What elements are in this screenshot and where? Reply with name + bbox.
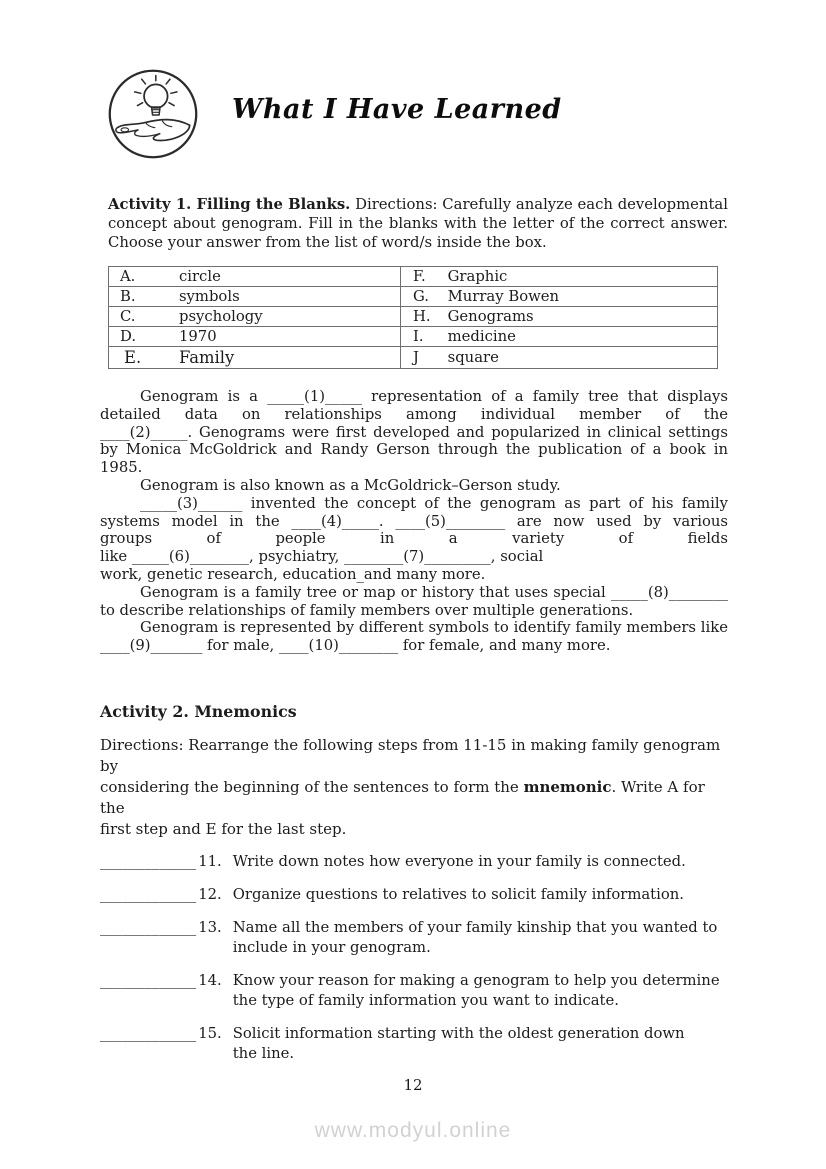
option-word: Graphic: [448, 267, 718, 287]
item-text-line: Solicit information starting with the oldest generation down: [232, 1024, 685, 1042]
list-item: [100, 1024, 826, 1064]
passage-line: groups of people in a variety of fields: [100, 530, 728, 548]
option-letter: G.: [400, 287, 447, 307]
item-number: 15.: [198, 1024, 222, 1042]
item-text: [233, 971, 733, 1011]
passage-line: systems model in the ____(4)_____. ____(5)________ are now used by various: [100, 512, 728, 530]
passage-line: work, genetic research, education_and many more.: [100, 565, 486, 583]
option-word: 1970: [179, 327, 401, 347]
page-title: What I Have Learned: [232, 93, 562, 125]
page-header: [0, 0, 826, 162]
list-item: [100, 918, 826, 958]
item-text: [233, 852, 733, 872]
passage-line: like _____(6)________, psychiatry, ________(7)_________, social: [100, 548, 544, 566]
word-box-row: [109, 267, 718, 287]
option-letter: F.: [400, 267, 447, 287]
activity2-heading: Activity 2. Mnemonics: [100, 701, 297, 721]
activity1-directions-text: Directions: Carefully analyze each developmental: [355, 196, 728, 213]
passage-line: detailed data on relationships among individual member of the: [100, 405, 728, 423]
option-letter: I.: [400, 327, 447, 347]
option-letter: H.: [400, 307, 447, 327]
word-box-row: [109, 307, 718, 327]
activity2-directions-line: Directions: Rearrange the following steps from 11-15 in making family genogram by: [100, 735, 721, 775]
item-text-line: Write down notes how everyone in your family is connected.: [232, 852, 686, 870]
answer-blank: _____________: [100, 852, 197, 870]
item-text-line: the type of family information you want to indicate.: [232, 991, 619, 1009]
word-box-row: [109, 287, 718, 307]
activity1-directions-line: concept about genogram. Fill in the blanks with the letter of the correct answer.: [108, 215, 728, 232]
option-word: square: [448, 347, 718, 369]
option-word: symbols: [179, 287, 401, 307]
activity2-directions-line: first step and E for the last step.: [100, 819, 347, 838]
watermark: www.modyul.online: [314, 1119, 512, 1142]
item-text-line: Organize questions to relatives to solicit family information.: [232, 885, 684, 903]
option-letter: J: [400, 347, 447, 369]
answer-blank: _____________: [100, 885, 197, 903]
option-word: circle: [179, 267, 401, 287]
word-box-row: [109, 347, 718, 369]
item-number: 11.: [198, 852, 222, 870]
answer-blank: _____________: [100, 918, 197, 936]
option-letter: A.: [109, 267, 179, 287]
option-letter: B.: [109, 287, 179, 307]
directions-text: considering the beginning of the sentences to form the: [100, 777, 519, 796]
list-item: [100, 852, 826, 872]
item-text: [233, 885, 733, 905]
word-box-row: [109, 327, 718, 347]
answer-blank: _____________: [100, 1024, 197, 1042]
page-number: 12: [403, 1076, 423, 1094]
item-text: [233, 918, 733, 958]
item-text-line: Know your reason for making a genogram to help you determine: [232, 971, 720, 989]
option-word: Family: [179, 347, 401, 369]
passage-line: Genogram is a family tree or map or history that uses special _____(8)________: [140, 583, 728, 601]
activity1-directions-line: [108, 195, 728, 214]
passage-line: Genogram is a _____(1)_____ representation of a family tree that displays: [140, 388, 728, 405]
mnemonic-bold-word: mnemonic: [523, 777, 612, 796]
mnemonic-steps-list: [100, 852, 826, 1064]
passage-line: by Monica McGoldrick and Randy Gerson through the publication of a book in 1985.: [100, 441, 728, 477]
passage-line: Genogram is also known as a McGoldrick–Gerson study.: [140, 476, 561, 494]
activity1-heading: Activity 1. Filling the Blanks.: [108, 196, 351, 213]
fill-in-passage: [100, 388, 728, 655]
passage-line: ____(9)_______ for male, ____(10)________ for female, and many more.: [100, 637, 611, 655]
item-number: 12.: [198, 885, 222, 903]
activity1-directions-line: Choose your answer from the list of word/s inside the box.: [108, 234, 547, 251]
item-text-line: include in your genogram.: [232, 938, 431, 956]
item-number: 13.: [198, 918, 222, 936]
activity1-directions: [108, 195, 728, 252]
activity2-directions-line: [100, 777, 732, 819]
option-letter: C.: [109, 307, 179, 327]
passage-line: _____(3)______ invented the concept of the genogram as part of his family: [140, 494, 728, 512]
list-item: [100, 885, 826, 905]
option-word: Murray Bowen: [448, 287, 718, 307]
activity2-directions: [100, 735, 732, 840]
passage-line: to describe relationships of family members over multiple generations.: [100, 601, 634, 619]
option-word: medicine: [448, 327, 718, 347]
item-text: [233, 1024, 733, 1064]
item-text-line: the line.: [232, 1044, 295, 1062]
option-letter: D.: [109, 327, 179, 347]
directions-text: . Write A for the: [100, 777, 705, 817]
option-word: Genograms: [448, 307, 718, 327]
item-number: 14.: [198, 971, 222, 989]
list-item: [100, 971, 826, 1011]
passage-line: Genogram is represented by different symbols to identify family members like: [140, 619, 728, 637]
option-word: psychology: [179, 307, 401, 327]
passage-line: ____(2)_____. Genograms were first developed and popularized in clinical settings: [100, 423, 728, 441]
option-letter: E.: [109, 347, 179, 369]
lightbulb-in-hand-icon: [106, 67, 200, 161]
answer-blank: _____________: [100, 971, 197, 989]
item-text-line: Name all the members of your family kinship that you wanted to: [232, 918, 718, 936]
answer-word-box: [108, 266, 718, 369]
